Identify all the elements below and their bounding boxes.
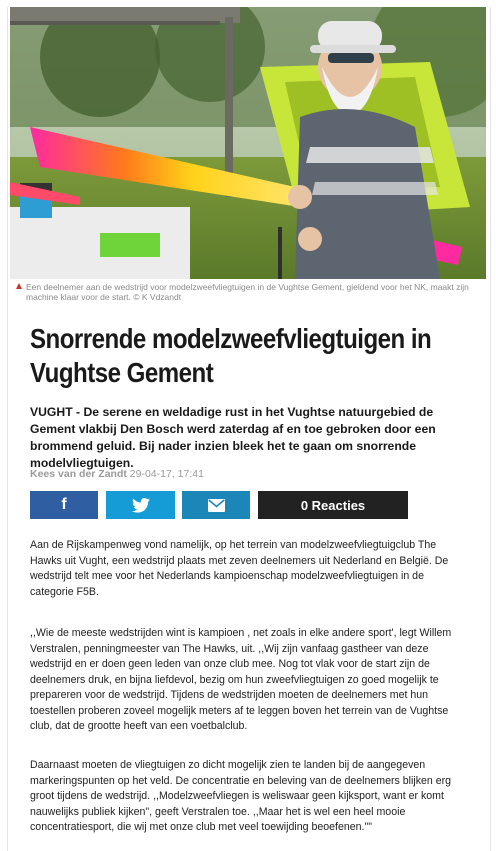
publish-date: 29-04-17, 17:41 bbox=[129, 468, 204, 480]
article-lead: VUGHT - De serene en weldadige rust in het Vughtse natuurgebied de Gement vlakbij Den Bosch werd zaterdag af en toe gebroken door een brommend geluid. Bij nader inzien bleek het te gaan om snorrende modelvliegtuigen. bbox=[30, 405, 436, 470]
caption-text: Een deelnemer aan de wedstrijd voor modelzweefvliegtuigen in de Vughtse Gement, gieldend voor het NK, maakt zijn machine klaar voor de start. © K Vdzandt bbox=[26, 282, 469, 302]
facebook-icon: f bbox=[61, 496, 67, 513]
share-twitter-button[interactable] bbox=[106, 491, 175, 519]
twitter-bird-icon bbox=[132, 498, 150, 513]
article-paragraph: Daarnaast moeten de vliegtuigen zo dicht mogelijk zien te landen bij de aangegeven markeringspunten op het veld. De concentratie en beleving van de deelnemers blijken erg groot tijdens de wedstrijd. ,,Modelzweefvliegen is weliswaar geen kijksport, want er komt nauwelijks publiek kijken", geeft Verstralen toe. ,,Maar het is wel een heel mooie concentratiesport, die wij met onze club met veel toewijding beoefenen."" bbox=[30, 759, 452, 833]
reactions-button[interactable] bbox=[258, 491, 408, 519]
envelope-icon bbox=[208, 499, 225, 512]
article-title: Snorrende modelzweefvliegtuigen in Vughtse Gement bbox=[30, 323, 432, 388]
photo-caption bbox=[26, 282, 474, 302]
photo-illustration bbox=[10, 7, 486, 279]
author-name[interactable]: Kees van der Zandt bbox=[30, 468, 127, 480]
caption-marker-icon bbox=[16, 283, 22, 289]
article-paragraph: ,,Wie de meeste wedstrijden wint is kampioen , net zoals in elke andere sport', legt Willem Verstralen, penningmeester van The Hawks, uit. ,,Wij zijn vanfaag gastheer van deze wedstrijd en er doen geen leden van onze club mee. Nog tot vlak voor de start zijn de deelnemers druk, en bijna liefdevol, bezig om hun zweefvliegtuigen zo goed mogelijk te prepareren voor de wedstrijd. Tijdens de wedstrijden moeten de deelnemers met hun toestellen proberen zoveel mogelijk meters af te leggen boven het terrein van de Vughtse club, dat de grootte heeft van een voetbalclub. bbox=[30, 627, 452, 732]
byline bbox=[30, 468, 204, 480]
share-mail-button[interactable] bbox=[182, 491, 250, 519]
share-facebook-button[interactable] bbox=[30, 491, 98, 519]
article-paragraph: Aan de Rijskampenweg vond namelijk, op het terrein van modelzweefvliegtuigclub The Hawks uit Vught, een wedstrijd plaats met zeven deelnemers uit Nederland en België. De wedstrijd telt mee voor het Nederlands kampioenschap modelzweefvliegtuigen in de categorie F5B. bbox=[30, 539, 449, 598]
reactions-label: 0 Reacties bbox=[300, 497, 366, 513]
article-photo[interactable] bbox=[10, 7, 486, 279]
